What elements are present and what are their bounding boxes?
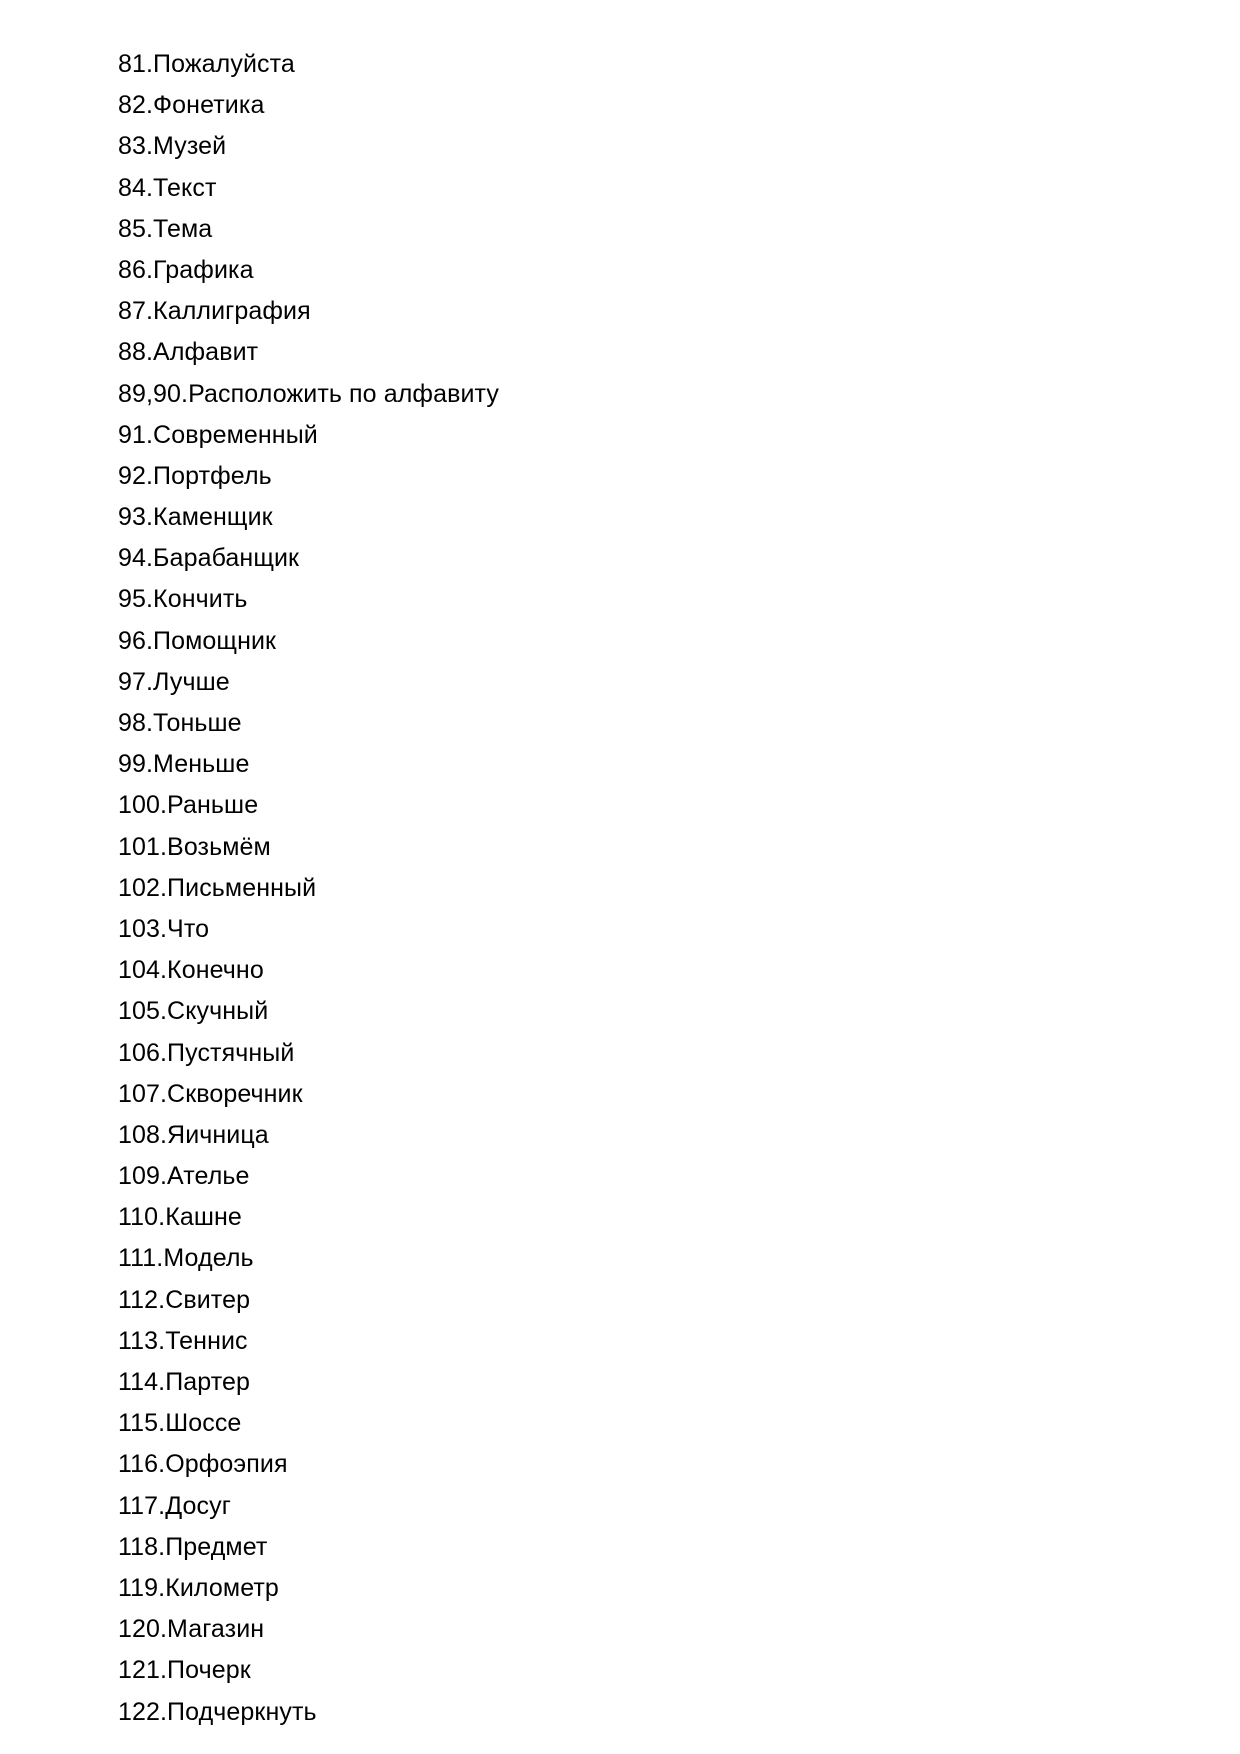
list-item: 88.Алфавит — [118, 338, 259, 367]
list-item: 115.Шоссе — [118, 1409, 242, 1438]
list-item: 108.Яичница — [118, 1120, 269, 1149]
list-item: 86.Графика — [118, 255, 254, 284]
list-item: 83.Музей — [118, 132, 227, 161]
list-item: 117.Досуг — [118, 1491, 231, 1520]
list-item: 113.Теннис — [118, 1326, 248, 1355]
list-item: 81.Пожалуйста — [118, 50, 295, 78]
list-item: 105.Скучный — [118, 997, 269, 1026]
list-item: 95.Кончить — [118, 585, 248, 614]
list-item: 122.Подчеркнуть — [118, 1697, 317, 1726]
list-item: 110.Кашне — [118, 1203, 242, 1232]
list-item: 101.Возьмём — [118, 832, 271, 861]
list-item: 109.Ателье — [118, 1162, 250, 1191]
list-item: 120.Магазин — [118, 1615, 265, 1644]
list-item: 111.Модель — [118, 1244, 254, 1273]
list-item: 98.Тоньше — [118, 709, 242, 737]
list-item: 97.Лучше — [118, 667, 230, 696]
list-item: 106.Пустячный — [118, 1038, 295, 1067]
list-item: 99.Меньше — [118, 750, 250, 779]
list-item: 102.Письменный — [118, 873, 317, 902]
list-item: 116.Орфоэпия — [118, 1450, 288, 1479]
list-item: 96.Помощник — [118, 626, 277, 655]
list-item: 84.Текст — [118, 173, 217, 202]
list-item: 82.Фонетика — [118, 91, 265, 120]
word-list — [118, 44, 499, 1733]
list-item: 114.Партер — [118, 1368, 251, 1396]
list-item: 112.Свитер — [118, 1285, 251, 1314]
list-item: 94.Барабанщик — [118, 544, 300, 573]
list-item: 103.Что — [118, 914, 210, 943]
list-item: 93.Каменщик — [118, 503, 273, 532]
list-item: 89,90.Расположить по алфавиту — [118, 379, 499, 408]
list-item: 104.Конечно — [118, 956, 264, 985]
list-item: 91.Современный — [118, 420, 318, 449]
list-item: 119.Километр — [118, 1573, 279, 1602]
list-item: 87.Каллиграфия — [118, 297, 311, 326]
list-item: 100.Раньше — [118, 791, 259, 820]
list-item: 118.Предмет — [118, 1532, 268, 1561]
list-item: 85.Тема — [118, 214, 213, 243]
list-item: 92.Портфель — [118, 461, 272, 490]
list-item: 107.Скворечник — [118, 1079, 303, 1108]
list-item: 121.Почерк — [118, 1656, 251, 1685]
